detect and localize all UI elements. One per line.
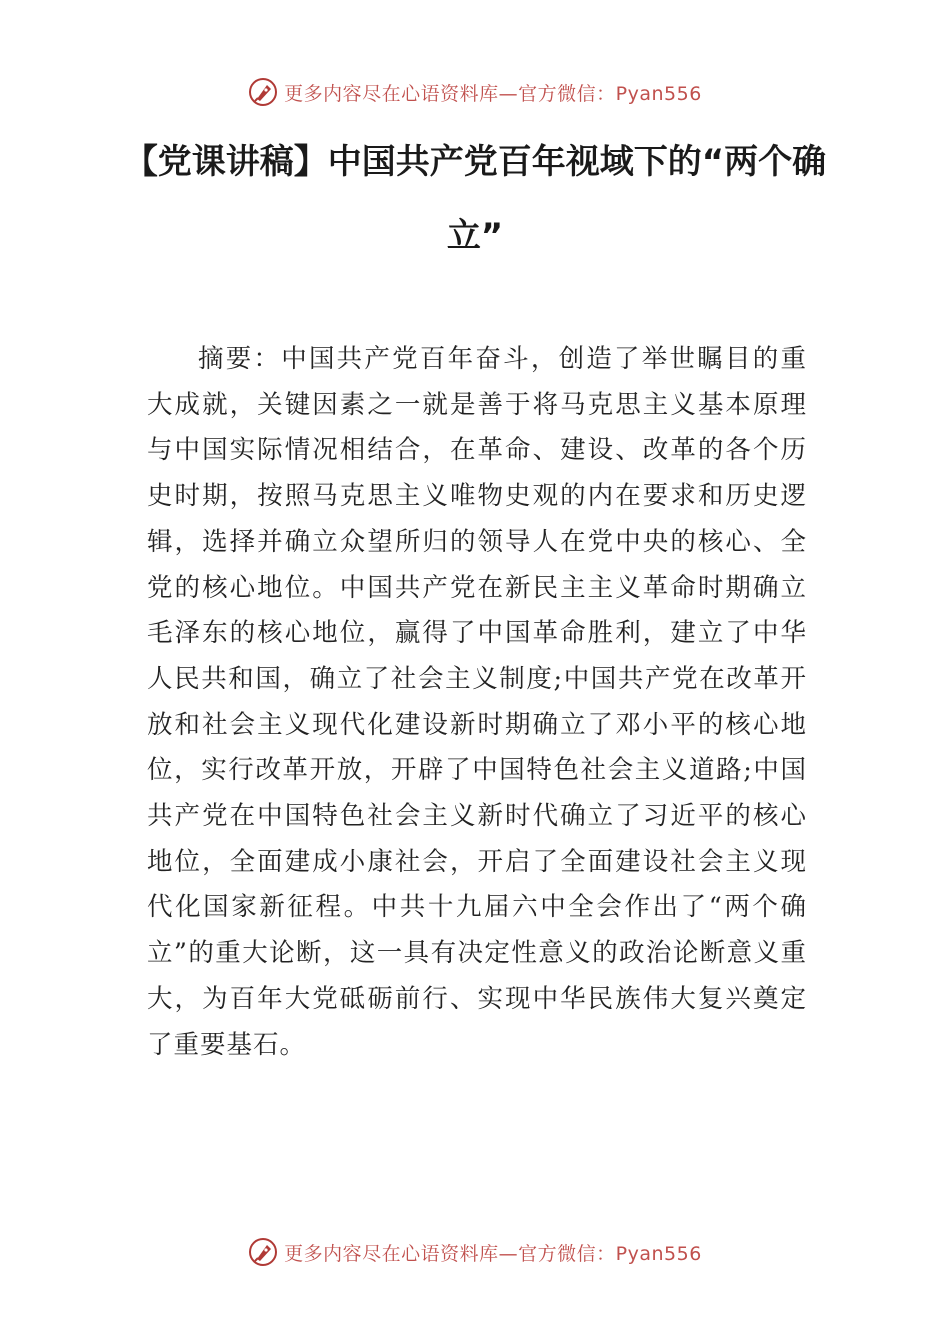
header-watermark xyxy=(0,72,950,112)
footer-watermark xyxy=(0,1232,950,1272)
pen-nib-logo-icon xyxy=(248,77,278,107)
page-title: 【党课讲稿】中国共产党百年视域下的“两个确立” xyxy=(123,142,827,256)
watermark-text: 更多内容尽在心语资料库—官方微信：Pyan556 xyxy=(284,82,702,105)
abstract-paragraph: 摘要：中国共产党百年奋斗，创造了举世瞩目的重大成就，关键因素之一就是善于将马克思主义基本原理与中国实际情况相结合，在革命、建设、改革的各个历史时期，按照马克思主义唯物史观的内在要求和历史逻辑，选择并确立众望所归的领导人在党中央的核心、全党的核心地位。中国共产党在新民主主义革命时期确立毛泽东的核心地位，赢得了中国革命胜利，建立了中华人民共和国，确立了社会主义制度;中国共产党在改革开放和社会主义现代化建设新时期确立了邓小平的核心地位，实行改革开放，开辟了中国特色社会主义道路;中国共产党在中国特色社会主义新时代确立了习近平的核心地位，全面建成小康社会，开启了全面建设社会主义现代化国家新征程。中共十九届六中全会作出了“两个确立”的重大论断，这一具有决定性意义的政治论断意义重大，为百年大党砥砺前行、实现中华民族伟大复兴奠定了重要基石。 xyxy=(147,344,807,1060)
pen-nib-logo-icon xyxy=(248,1237,278,1267)
watermark-text: 更多内容尽在心语资料库—官方微信：Pyan556 xyxy=(284,1242,702,1265)
